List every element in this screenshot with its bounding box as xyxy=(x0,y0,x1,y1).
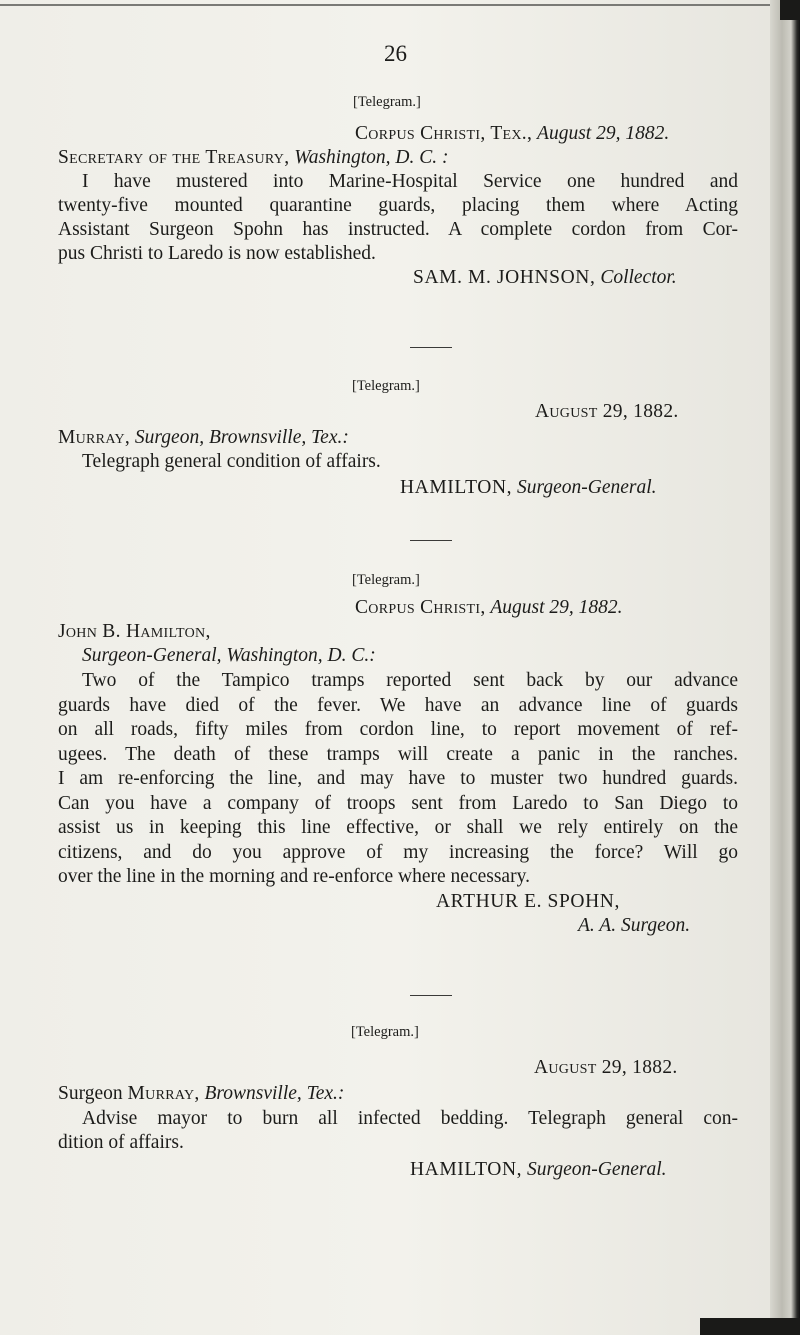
telegram-signature xyxy=(400,476,657,500)
signature-title: Surgeon-General. xyxy=(517,477,657,498)
telegram-label: [Telegram.] xyxy=(351,1024,419,1040)
body-line: on all roads, fifty miles from cordon line, to report movement of ref- xyxy=(58,719,738,740)
body-line: ugees. The death of these tramps will create a panic in the ranches. xyxy=(58,743,738,765)
edge-dark-corner xyxy=(700,1318,800,1335)
addressee-prefix: Surgeon xyxy=(58,1083,123,1104)
body-line: I have mustered into Marine-Hospital Service one hundred and xyxy=(82,171,738,192)
telegram-place-date xyxy=(355,122,669,146)
addressee-location: Surgeon, Brownsville, Tex.: xyxy=(134,427,349,448)
telegram-place: Corpus Christi, Tex., xyxy=(355,123,533,144)
body-line: Can you have a company of troops sent from Laredo to San Diego to xyxy=(58,792,738,814)
separator-rule xyxy=(410,347,452,348)
telegram-body xyxy=(58,1107,738,1155)
body-line: Advise mayor to burn all infected bedding. Telegraph general con- xyxy=(82,1108,738,1129)
body-line: Two of the Tampico tramps reported sent back by our advance xyxy=(82,670,738,691)
body-line: Telegraph general condition of affairs. xyxy=(82,451,381,472)
telegram-signature xyxy=(413,266,677,290)
signature-name: ARTHUR E. SPOHN, xyxy=(436,891,620,912)
telegram-addressee xyxy=(58,1082,344,1106)
body-line: dition of affairs. xyxy=(58,1132,184,1153)
separator-rule xyxy=(410,540,452,541)
telegram-date: August 29, 1882. xyxy=(537,123,670,144)
body-line: Assistant Surgeon Spohn has instructed. A complete cordon from Cor- xyxy=(58,219,738,240)
telegram-place-date xyxy=(355,596,623,620)
telegram-date: August 29, 1882. xyxy=(490,597,623,618)
telegram-addressee xyxy=(58,426,349,450)
signature-title: A. A. Surgeon. xyxy=(578,915,691,936)
signature-title: Surgeon-General. xyxy=(527,1159,667,1180)
signature-name: HAMILTON, xyxy=(400,477,513,498)
addressee-location: Washington, D. C. : xyxy=(294,147,449,168)
signature-title: Collector. xyxy=(600,267,677,288)
telegram-label: [Telegram.] xyxy=(352,378,420,394)
addressee-name: Murray, xyxy=(58,427,131,448)
body-line: I am re-enforcing the line, and may have to muster two hundred guards. xyxy=(58,768,738,789)
telegram-signature xyxy=(410,1158,667,1182)
signature-name: HAMILTON, xyxy=(410,1159,523,1180)
telegram-date: August 29, 1882. xyxy=(535,401,679,422)
body-line: guards have died of the fever. We have an advance line of guards xyxy=(58,694,738,716)
body-line: citizens, and do you approve of my increasing the force? Will go xyxy=(58,841,738,863)
addressee-location: Surgeon-General, Washington, D. C.: xyxy=(82,645,376,666)
top-rule xyxy=(0,4,770,6)
edge-dark-corner xyxy=(780,0,800,20)
telegram-body xyxy=(58,669,738,890)
telegram-body xyxy=(58,170,738,266)
separator-rule xyxy=(410,995,452,996)
body-line: over the line in the morning and re-enforce where necessary. xyxy=(58,866,530,887)
page-edge-shadow xyxy=(770,0,800,1335)
telegram-label: [Telegram.] xyxy=(352,572,420,588)
addressee-name: John B. Hamilton, xyxy=(58,621,211,642)
page-number: 26 xyxy=(384,41,407,66)
body-line: pus Christi to Laredo is now established. xyxy=(58,243,376,264)
body-line: twenty-five mounted quarantine guards, placing them where Acting xyxy=(58,195,738,216)
signature-name: SAM. M. JOHNSON, xyxy=(413,267,596,288)
telegram-place: Corpus Christi, xyxy=(355,597,486,618)
body-line: assist us in keeping this line effective, or shall we rely entirely on the xyxy=(58,817,738,838)
addressee-name: Secretary of the Treasury, xyxy=(58,147,290,168)
telegram-date: August 29, 1882. xyxy=(534,1057,678,1078)
telegram-label: [Telegram.] xyxy=(353,94,421,110)
addressee-name: Murray, xyxy=(127,1083,200,1104)
telegram-addressee xyxy=(58,146,448,170)
addressee-location: Brownsville, Tex.: xyxy=(204,1083,345,1104)
